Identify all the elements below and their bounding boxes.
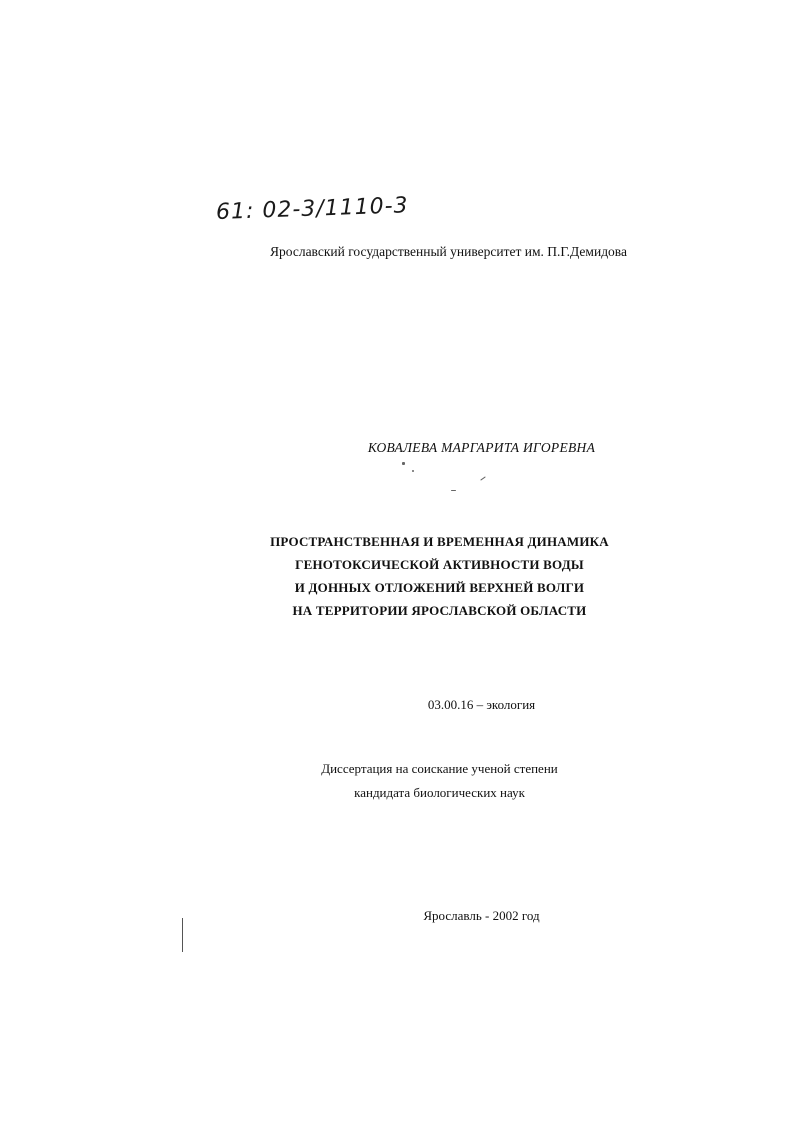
degree-line: кандидата биологических наук: [354, 785, 525, 800]
scan-edge-line: [182, 918, 183, 952]
scan-speck: [402, 462, 405, 465]
title-line: ГЕНОТОКСИЧЕСКОЙ АКТИВНОСТИ ВОДЫ: [295, 557, 584, 572]
city-year: Ярославль - 2002 год: [423, 908, 540, 923]
scan-speck: [480, 476, 485, 480]
degree-line: Диссертация на соискание ученой степени: [321, 761, 558, 776]
handwritten-archive-code: 61: 02-3/1110-3: [215, 193, 409, 225]
title-line: НА ТЕРРИТОРИИ ЯРОСЛАВСКОЙ ОБЛАСТИ: [292, 603, 587, 618]
scan-speck: [451, 490, 456, 491]
university-name: Ярославский государственный университет им. П.Г.Демидова: [270, 244, 627, 259]
specialty-code: 03.00.16 – экология: [427, 697, 536, 712]
dissertation-title: [42, 530, 795, 622]
title-line: ПРОСТРАНСТВЕННАЯ И ВРЕМЕННАЯ ДИНАМИКА: [270, 534, 609, 549]
scan-speck: [412, 470, 414, 472]
author-name: КОВАЛЕВА МАРГАРИТА ИГОРЕВНА: [367, 440, 596, 455]
title-line: И ДОННЫХ ОТЛОЖЕНИЙ ВЕРХНЕЙ ВОЛГИ: [294, 580, 585, 595]
dissertation-degree: [0, 757, 795, 805]
